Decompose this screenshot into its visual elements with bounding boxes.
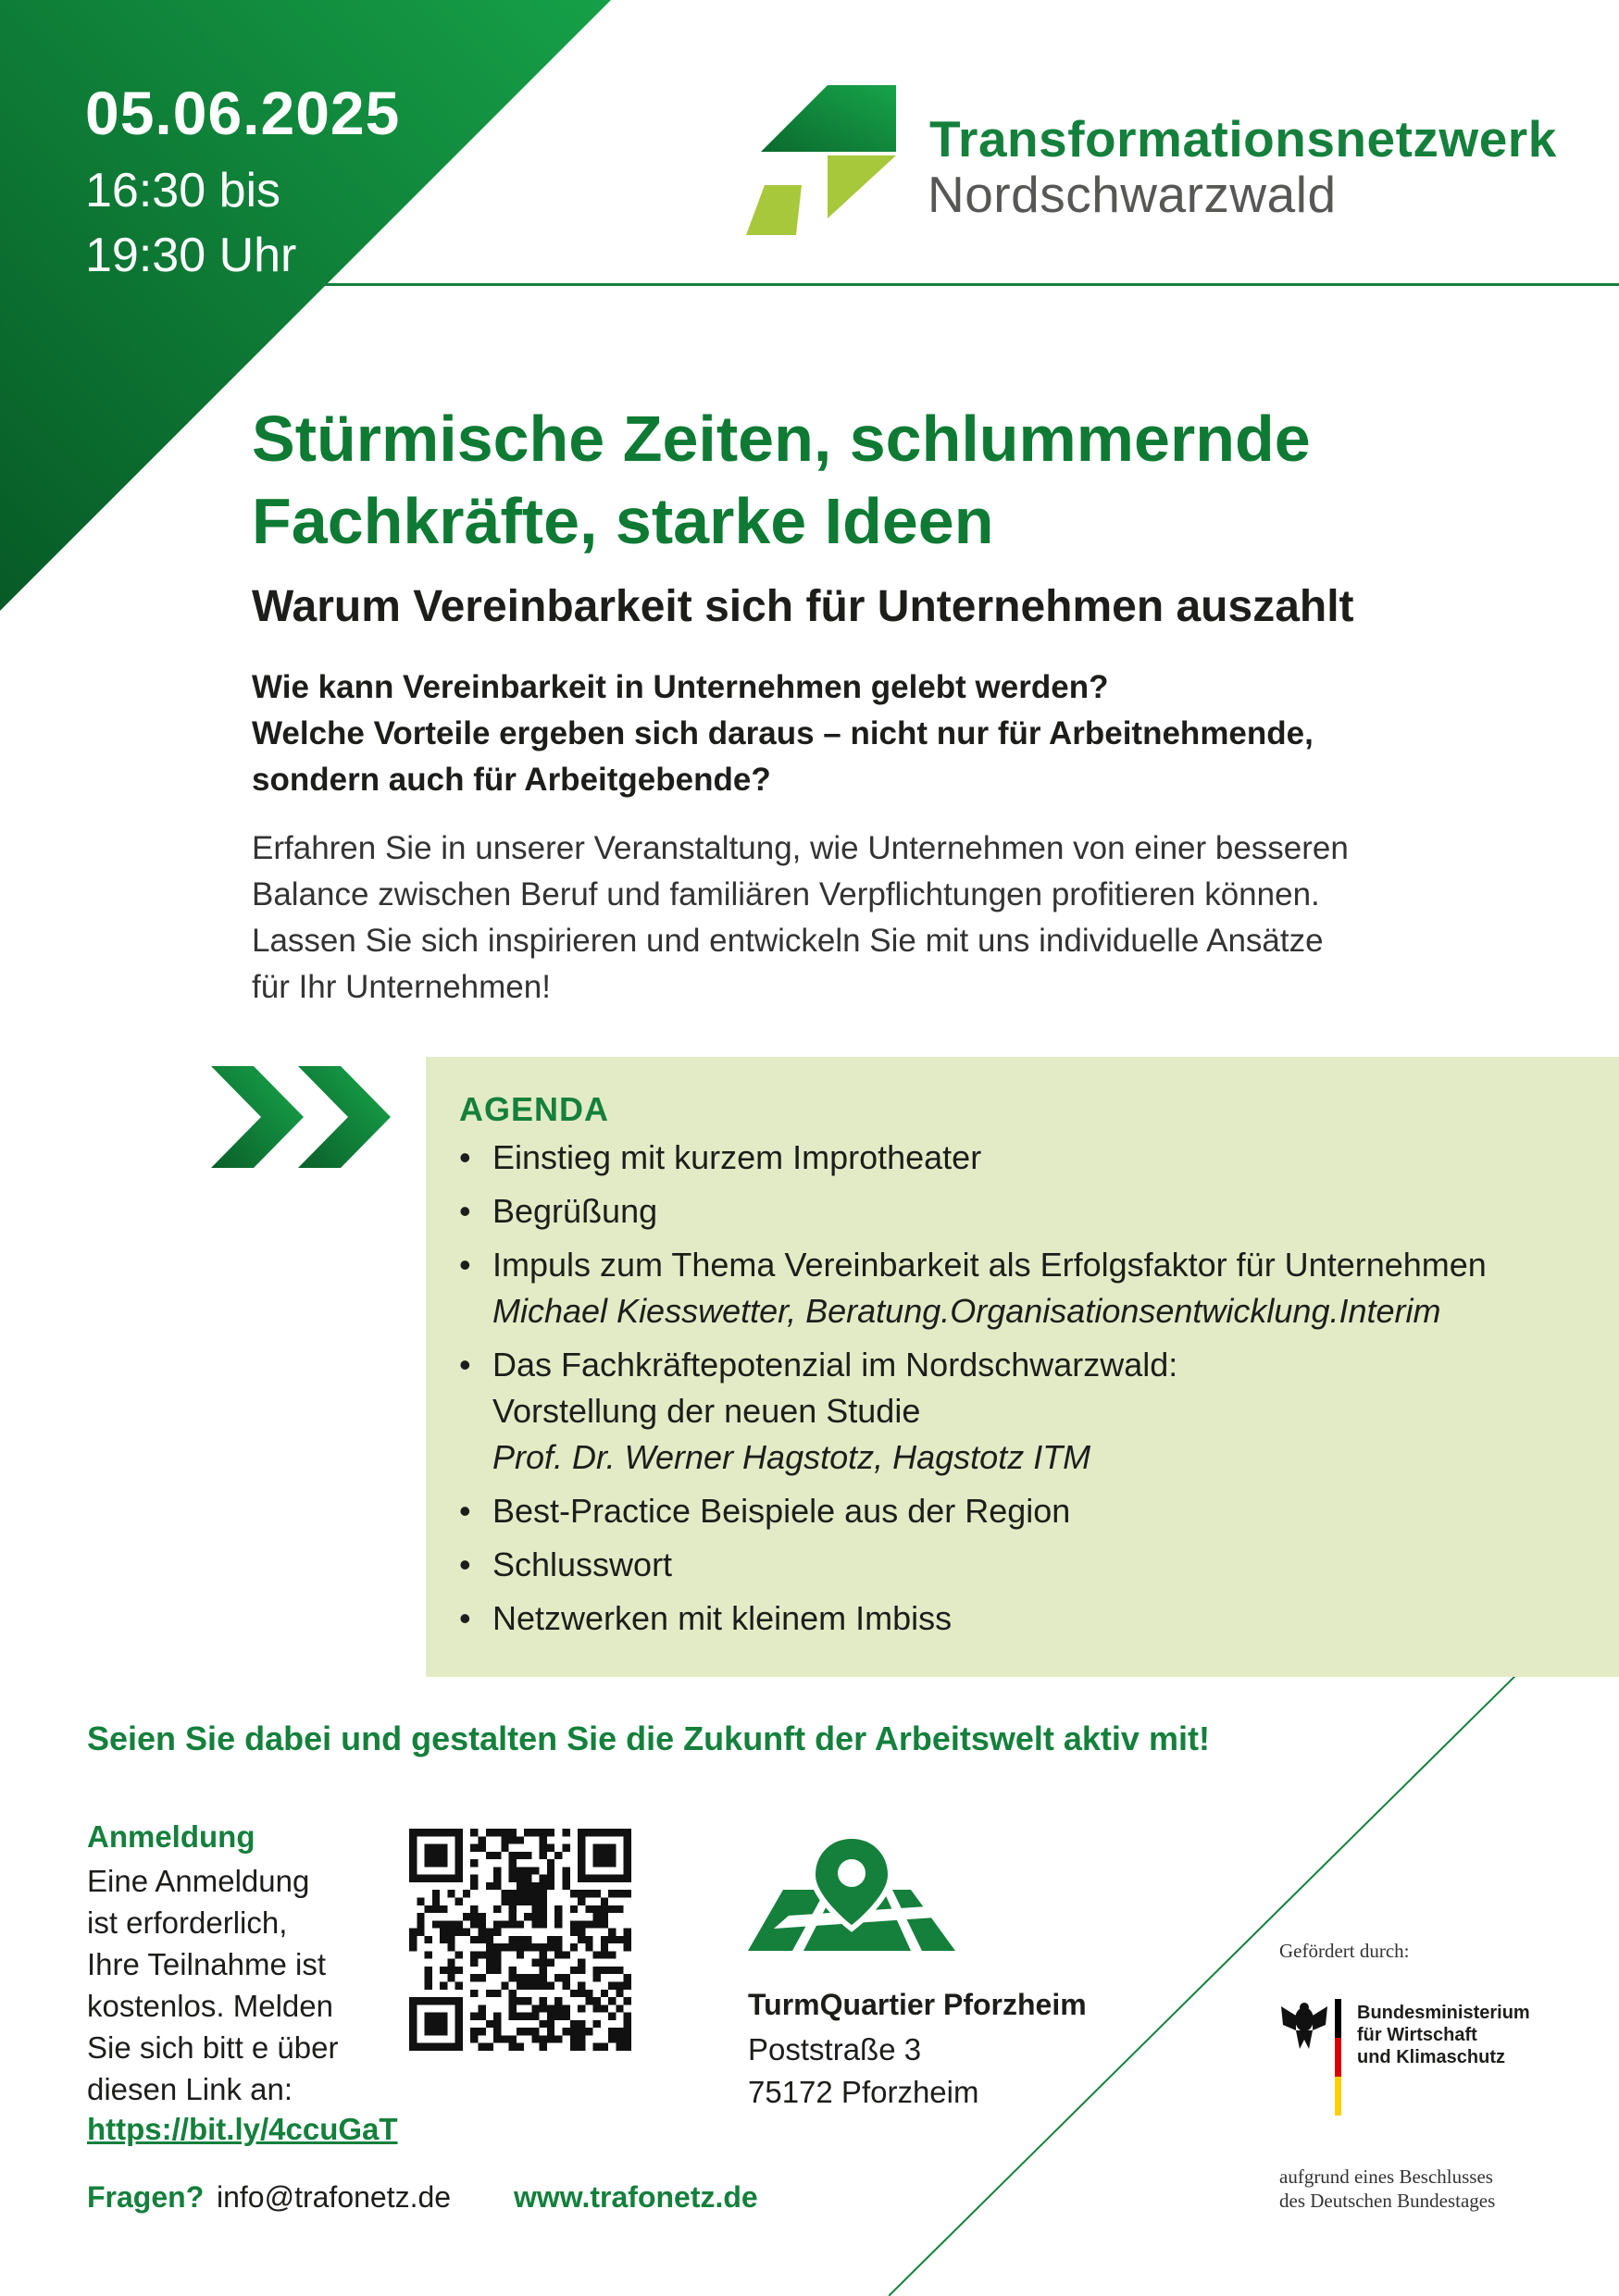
website-link[interactable]: www.trafonetz.de bbox=[514, 2180, 758, 2214]
venue-name: TurmQuartier Pforzheim bbox=[748, 1988, 1087, 2021]
registration-text: Eine Anmeldung ist erforderlich, Ihre Teilnahme ist kostenlos. Melden Sie sich bitt e über diesen Link an: bbox=[87, 1864, 339, 2106]
list-item: • Das Fachkräftepotenzial im Nordschwarzwald: Vorstellung der neuen Studie Prof. Dr. Werner Hagstotz, Hagstotz ITM bbox=[459, 1342, 1487, 1481]
funding-decision: aufgrund eines Beschlusses bbox=[1279, 2166, 1493, 2188]
questions-label: Fragen? bbox=[87, 2180, 205, 2214]
agenda-speaker: Prof. Dr. Werner Hagstotz, Hagstotz ITM bbox=[492, 1438, 1091, 1476]
contact-email[interactable]: info@trafonetz.de bbox=[217, 2180, 452, 2214]
list-item: • Begrüßung bbox=[459, 1188, 1487, 1235]
location-pin-icon bbox=[746, 1832, 957, 1953]
list-item: • Impuls zum Thema Vereinbarkeit als Erfolgsfaktor für Unternehmen Michael Kiesswetter, Beratung.Organisationsentwicklung.Interim bbox=[459, 1242, 1487, 1334]
ministry-name: und Klimaschutz bbox=[1357, 2047, 1506, 2067]
flag-stripe-red bbox=[1335, 2038, 1341, 2077]
diagonal-line bbox=[889, 1573, 1619, 2296]
agenda-title: AGENDA bbox=[459, 1090, 610, 1128]
venue-city: 75172 Pforzheim bbox=[748, 2075, 979, 2109]
list-item: • Einstieg mit kurzem Improtheater bbox=[459, 1135, 1487, 1181]
intro-text: Erfahren Sie in unserer Veranstaltung, wie Unternehmen von einer besseren Balance zwischen Beruf und familiären Verpflichtungen profitieren können. Lassen Sie sich inspirieren und entwickeln Sie mit uns individuelle Ansätze für Ihr Unternehmen! bbox=[252, 830, 1349, 1005]
event-time-end: 19:30 Uhr bbox=[85, 229, 297, 282]
flag-stripe-black bbox=[1335, 1999, 1341, 2038]
list-item: • Schlusswort bbox=[459, 1542, 1487, 1588]
headline: Stürmische Zeiten, schlummernde Fachkräfte, starke Ideen bbox=[252, 403, 1311, 557]
agenda-list bbox=[459, 1135, 1487, 1649]
chevron-right-icon bbox=[211, 1066, 396, 1168]
brand-name: Transformationsnetzwerk bbox=[929, 110, 1557, 168]
event-time-start: 16:30 bis bbox=[85, 164, 281, 217]
federal-eagle-icon bbox=[1279, 1999, 1329, 2054]
subheadline: Warum Vereinbarkeit sich für Unternehmen auszahlt bbox=[252, 582, 1354, 631]
qr-code[interactable] bbox=[409, 1829, 631, 2051]
list-item: • Best-Practice Beispiele aus der Region bbox=[459, 1488, 1487, 1534]
ministry-name: Bundesministerium bbox=[1357, 2003, 1530, 2023]
venue-street: Poststraße 3 bbox=[748, 2032, 922, 2066]
brand-region: Nordschwarzwald bbox=[928, 166, 1337, 223]
key-questions: Wie kann Vereinbarkeit in Unternehmen gelebt werden? Welche Vorteile ergeben sich daraus – nicht nur für Arbeitnehmende, sondern auch für Arbeitgebende? bbox=[252, 669, 1314, 798]
event-date: 05.06.2025 bbox=[85, 79, 401, 147]
list-item: • Netzwerken mit kleinem Imbiss bbox=[459, 1595, 1487, 1642]
network-logo-icon bbox=[741, 85, 898, 242]
flag-stripe-gold bbox=[1335, 2077, 1341, 2116]
call-to-action: Seien Sie dabei und gestalten Sie die Zukunft der Arbeitswelt aktiv mit! bbox=[87, 1719, 1210, 1757]
ministry-name: für Wirtschaft bbox=[1357, 2025, 1477, 2045]
registration-link[interactable]: https://bit.ly/4ccuGaT bbox=[87, 2112, 398, 2146]
agenda-speaker: Michael Kiesswetter, Beratung.Organisationsentwicklung.Interim bbox=[492, 1292, 1441, 1330]
funding-label: Gefördert durch: bbox=[1279, 1940, 1410, 1962]
header-rule bbox=[324, 283, 1619, 286]
registration-title: Anmeldung bbox=[87, 1819, 255, 1854]
funding-decision: des Deutschen Bundestages bbox=[1279, 2190, 1496, 2212]
